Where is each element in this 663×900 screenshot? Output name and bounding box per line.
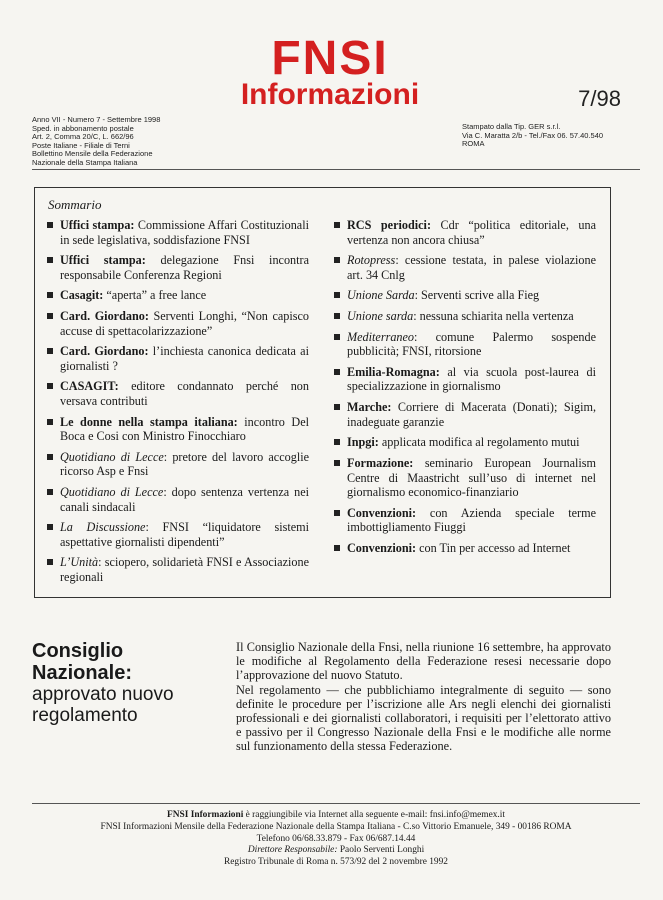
sommario-item-key: Unione Sarda xyxy=(347,288,415,303)
sommario-item-text: : comune Palermo sospende pubblicità; FNSI, ritorsione xyxy=(347,329,596,359)
bullet-icon xyxy=(334,292,340,298)
headline-rest: approvato nuovo regolamento xyxy=(32,684,174,726)
sommario-item-key: Le donne nella stampa italiana: xyxy=(60,414,238,429)
bullet-icon xyxy=(334,257,340,263)
bullet-icon xyxy=(334,545,340,551)
footer xyxy=(32,810,640,869)
sommario-item-text: con Azienda speciale terme imbottigliamento Fiuggi xyxy=(347,505,596,535)
sommario-item xyxy=(47,450,309,479)
article-paragraph: Nel regolamento — che pubblichiamo integralmente di seguito — sono definite le procedure per l’iscrizione alle Ars negli elenchi dei giornalisti professionali e dei giornalisti collaboratori, i requisiti per l’elettorato attivo e passivo per il Congresso Nazionale della Fnsi e le modifiche alle norme sul funzionamento della stessa Federazione. xyxy=(236,682,611,754)
publication-info-line: Poste Italiane - Filiale di Terni xyxy=(32,140,130,150)
sommario-item-key: Emilia-Romagna: xyxy=(347,364,440,379)
publication-info-line: Sped. in abbonamento postale xyxy=(32,123,134,133)
bullet-icon xyxy=(47,383,53,389)
footer-address: FNSI Informazioni Mensile della Federazione Nazionale della Stampa Italiana - C.so Vittorio Emanuele, 349 - 00186 ROMA xyxy=(100,821,572,832)
sommario-item-key: Uffici stampa: xyxy=(60,253,146,268)
footer-line xyxy=(32,810,640,822)
publication-info-line: Nazionale della Stampa Italiana xyxy=(32,157,138,167)
issue-number: 7/98 xyxy=(578,86,621,111)
sommario-item-key: Convenzioni: xyxy=(347,505,417,520)
sommario-item-key: Inpgi: xyxy=(347,435,379,450)
sommario-item-key: CASAGIT: xyxy=(60,379,119,394)
sommario-item-text: Commissione Affari Costituzionali in sede legislativa, soddisfazione FNSI xyxy=(60,218,309,247)
sommario-item xyxy=(47,415,309,444)
sommario-item-text: : nessuna schiarita nella vertenza xyxy=(413,309,574,324)
bullet-icon xyxy=(334,369,340,375)
sommario-item-text: : pretore del lavoro accoglie ricorso Asp e Fnsi xyxy=(60,449,309,479)
footer-divider xyxy=(32,803,640,804)
masthead-title: FNSI xyxy=(271,32,389,85)
publication-info-line: Art. 2, Comma 20/C, L. 662/96 xyxy=(32,132,134,142)
publication-info-line: Bollettino Mensile della Federazione xyxy=(32,149,153,159)
bullet-icon xyxy=(47,222,53,228)
bullet-icon xyxy=(47,348,53,354)
sommario-item-key: La Discussione xyxy=(60,520,146,535)
sommario-item-text: applicata modifica al regolamento mutui xyxy=(378,435,580,450)
printer-info xyxy=(462,123,603,149)
sommario-item xyxy=(334,541,596,556)
bullet-icon xyxy=(47,524,53,530)
sommario-item-key: Card. Giordano: xyxy=(60,344,149,359)
sommario-item-key: Card. Giordano: xyxy=(60,309,149,324)
sommario-item xyxy=(47,288,309,303)
sommario-item-text: editore condannato perché non versava contributi xyxy=(60,379,309,408)
sommario-item-text: seminario European Journalism Centre di Maastricht sull’uso di internet nel giornalismo economico-finanziario xyxy=(347,456,596,499)
printer-info-line: Via C. Maratta 2/b - Tel./Fax 06. 57.40.540 xyxy=(462,130,604,140)
article-paragraph: Il Consiglio Nazionale della Fnsi, nella riunione 16 settembre, ha approvato le modifiche al Regolamento della Federazione resesi necessarie dopo l’approvazione del nuovo Statuto. xyxy=(236,640,611,683)
sommario-item-text: : FNSI “liquidatore sistemi aspettative giornalisti dipendenti” xyxy=(60,520,309,549)
bullet-icon xyxy=(47,454,53,460)
article-body xyxy=(236,640,611,754)
bullet-icon xyxy=(334,334,340,340)
bullet-icon xyxy=(334,460,340,466)
sommario-item-text: : cessione testata, in palese violazione art. 34 Cnlg xyxy=(347,253,596,282)
sommario-item xyxy=(47,218,309,247)
masthead-logo xyxy=(200,32,460,111)
printer-info-line: Stampato dalla Tip. GER s.r.l. xyxy=(462,122,561,131)
sommario-item-text: incontro Del Boca e Cosi con Ministro Finocchiaro xyxy=(60,414,309,444)
sommario-item xyxy=(334,400,596,429)
sommario-item xyxy=(334,218,596,247)
sommario-item-text: l’inchiesta canonica dedicata ai giornalisti ? xyxy=(60,344,309,373)
bullet-icon xyxy=(334,222,340,228)
bullet-icon xyxy=(47,313,53,319)
masthead-subtitle: Informazioni xyxy=(240,78,420,111)
sommario-item xyxy=(47,520,309,549)
footer-brand: FNSI Informazioni xyxy=(167,810,244,820)
printer-info-line: ROMA xyxy=(462,139,485,149)
sommario-item-text: “aperta” a free lance xyxy=(103,288,207,303)
sommario-title: Sommario xyxy=(48,197,102,212)
sommario-item-text: Corriere di Macerata (Donati); Sigim, inadeguate garanzie xyxy=(347,400,596,429)
sommario-item xyxy=(47,344,309,373)
sommario-item xyxy=(47,309,309,338)
sommario-item-text: : Serventi scrive alla Fieg xyxy=(414,288,540,303)
sommario-item-text: delegazione Fnsi incontra responsabile Conferenza Regioni xyxy=(60,253,309,282)
sommario-item-key: Convenzioni: xyxy=(347,540,417,555)
footer-email-text: è raggiungibile via Internet alla seguente e-mail: fnsi.info@memex.it xyxy=(243,810,505,820)
sommario-item-key: Marche: xyxy=(347,400,392,415)
bullet-icon xyxy=(47,489,53,495)
sommario-item-key: Unione sarda xyxy=(347,309,414,324)
sommario-left-column xyxy=(47,218,309,591)
sommario-item-text: Serventi Longhi, “Non capisco accuse di spettacolarizzazione” xyxy=(60,309,310,338)
sommario-item-text: con Tin per accesso ad Internet xyxy=(416,540,571,555)
footer-line xyxy=(32,845,640,857)
sommario-item-text: Cdr “politica editoriale, una vertenza non ancora chiusa” xyxy=(347,218,596,247)
sommario-item xyxy=(334,309,596,324)
sommario-right-column xyxy=(334,218,596,562)
sommario-item xyxy=(47,379,309,408)
sommario-item xyxy=(334,506,596,535)
sommario-item xyxy=(334,456,596,500)
sommario-item xyxy=(47,485,309,514)
bullet-icon xyxy=(334,510,340,516)
bullet-icon xyxy=(47,292,53,298)
sommario-item xyxy=(334,365,596,394)
sommario-item-key: Formazione: xyxy=(347,456,414,470)
bullet-icon xyxy=(47,559,53,565)
sommario-item xyxy=(47,555,309,584)
sommario-item xyxy=(334,330,596,359)
publication-info xyxy=(32,116,160,168)
sommario-item-key: Casagit: xyxy=(60,288,104,303)
sommario-item-key: Rotopress xyxy=(347,253,396,268)
sommario-item xyxy=(334,253,596,282)
footer-registry: Registro Tribunale di Roma n. 573/92 del 2 novembre 1992 xyxy=(224,857,448,868)
sommario-item-text: : dopo sentenza vertenza nei canali sindacali xyxy=(60,485,310,514)
bullet-icon xyxy=(334,404,340,410)
sommario-item-key: Uffici stampa: xyxy=(60,218,135,232)
sommario-item-key: Mediterraneo xyxy=(347,329,415,344)
sommario-item xyxy=(47,253,309,282)
footer-phone: Telefono 06/68.33.879 - Fax 06/687.14.44 xyxy=(256,833,416,844)
sommario-item xyxy=(334,288,596,303)
header-divider xyxy=(32,169,640,170)
footer-director-name: Paolo Serventi Longhi xyxy=(337,845,425,856)
footer-director-label: Direttore Responsabile: xyxy=(247,845,338,856)
sommario-item-key: Quotidiano di Lecce xyxy=(60,485,164,499)
sommario-item-key: RCS periodici: xyxy=(347,218,431,232)
bullet-icon xyxy=(47,257,53,263)
publication-info-line: Anno VII - Numero 7 - Settembre 1998 xyxy=(32,115,161,124)
sommario-item-text: : sciopero, solidarietà FNSI e Associazione regionali xyxy=(60,555,309,584)
article-headline xyxy=(32,640,222,726)
sommario-item-key: L’Unità xyxy=(60,555,99,570)
sommario-item-key: Quotidiano di Lecce xyxy=(60,449,164,464)
bullet-icon xyxy=(334,313,340,319)
bullet-icon xyxy=(47,419,53,425)
headline-bold: Consiglio Nazionale: xyxy=(32,640,133,684)
bullet-icon xyxy=(334,439,340,445)
sommario-item xyxy=(334,435,596,450)
sommario-item-text: al via scuola post-laurea di specializzazione in giornalismo xyxy=(347,364,596,394)
